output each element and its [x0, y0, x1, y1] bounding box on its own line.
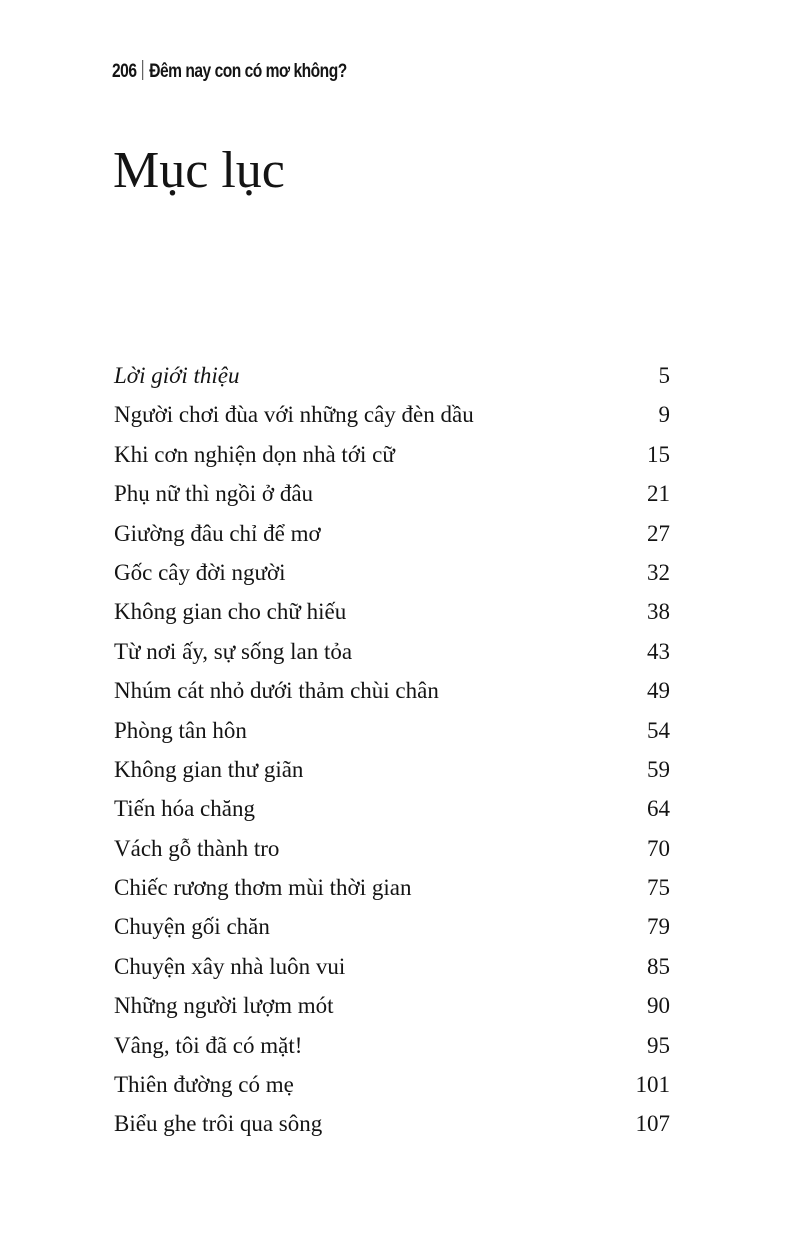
toc-entry-page: 43	[647, 638, 670, 664]
table-of-contents	[114, 356, 670, 1144]
toc-entry-page: 54	[647, 717, 670, 743]
toc-entry-page: 21	[647, 481, 670, 507]
toc-entry-title: Thiên đường có mẹ	[114, 1072, 294, 1098]
toc-entry-page: 59	[647, 756, 670, 782]
toc-entry-title: Phòng tân hôn	[114, 717, 247, 743]
toc-entry-title: Từ nơi ấy, sự sống lan tỏa	[114, 638, 353, 664]
toc-entry-title: Người chơi đùa với những cây đèn dầu	[114, 402, 474, 428]
running-head	[112, 60, 347, 84]
toc-entry[interactable]	[114, 907, 670, 946]
toc-entry-title: Những người lượm mót	[114, 993, 334, 1019]
toc-entry-page: 49	[647, 678, 670, 704]
toc-entry-page: 5	[658, 363, 670, 388]
toc-entry[interactable]	[114, 474, 670, 513]
toc-entry-page: 64	[647, 796, 670, 822]
toc-entry[interactable]	[114, 356, 670, 395]
toc-entry[interactable]	[114, 553, 670, 592]
toc-entry[interactable]	[114, 829, 670, 868]
toc-entry[interactable]	[114, 632, 670, 671]
toc-entry[interactable]	[114, 868, 670, 907]
toc-entry-page: 107	[635, 1111, 670, 1137]
toc-entry-title: Gốc cây đời người	[114, 559, 286, 585]
toc-entry[interactable]	[114, 789, 670, 828]
toc-entry-title: Tiến hóa chăng	[114, 796, 255, 822]
toc-entry-title: Chiếc rương thơm mùi thời gian	[114, 875, 412, 901]
toc-entry-title: Giường đâu chỉ để mơ	[114, 520, 321, 546]
toc-entry-title: Chuyện xây nhà luôn vui	[114, 953, 346, 979]
page-title: Mục lục	[113, 142, 285, 199]
toc-entry-page: 101	[635, 1072, 670, 1098]
toc-entry-title: Không gian thư giãn	[114, 756, 304, 782]
toc-entry-title: Vách gỗ thành tro	[114, 835, 280, 861]
header-page-number: 206	[112, 61, 137, 82]
toc-entry[interactable]	[114, 435, 670, 474]
toc-entry-title: Lời giới thiệu	[114, 363, 240, 388]
toc-entry[interactable]	[114, 592, 670, 631]
toc-entry[interactable]	[114, 395, 670, 434]
toc-entry[interactable]	[114, 947, 670, 986]
toc-entry[interactable]	[114, 514, 670, 553]
header-book-title: Đêm nay con có mơ không?	[149, 61, 347, 82]
toc-entry-title: Vâng, tôi đã có mặt!	[114, 1032, 303, 1058]
toc-entry-title: Khi cơn nghiện dọn nhà tới cữ	[114, 441, 395, 467]
toc-entry-page: 95	[647, 1032, 670, 1058]
toc-entry-title: Nhúm cát nhỏ dưới thảm chùi chân	[114, 678, 439, 704]
toc-entry[interactable]	[114, 750, 670, 789]
toc-entry-title: Phụ nữ thì ngồi ở đâu	[114, 481, 314, 507]
header-separator	[142, 60, 143, 80]
toc-entry-page: 90	[647, 993, 670, 1019]
toc-entry-title: Chuyện gối chăn	[114, 914, 270, 940]
toc-entry-page: 85	[647, 953, 670, 979]
toc-entry-title: Không gian cho chữ hiếu	[114, 599, 347, 625]
toc-entry-page: 9	[658, 402, 670, 428]
toc-entry-page: 15	[647, 441, 670, 467]
toc-entry[interactable]	[114, 1104, 670, 1143]
toc-entry[interactable]	[114, 1026, 670, 1065]
toc-entry[interactable]	[114, 1065, 670, 1104]
toc-entry[interactable]	[114, 671, 670, 710]
toc-entry-page: 70	[647, 835, 670, 861]
toc-entry-title: Biểu ghe trôi qua sông	[114, 1111, 323, 1137]
toc-entry-page: 32	[647, 559, 670, 585]
toc-entry-page: 38	[647, 599, 670, 625]
toc-entry[interactable]	[114, 711, 670, 750]
toc-entry[interactable]	[114, 986, 670, 1025]
toc-entry-page: 75	[647, 875, 670, 901]
toc-entry-page: 27	[647, 520, 670, 546]
toc-entry-page: 79	[647, 914, 670, 940]
